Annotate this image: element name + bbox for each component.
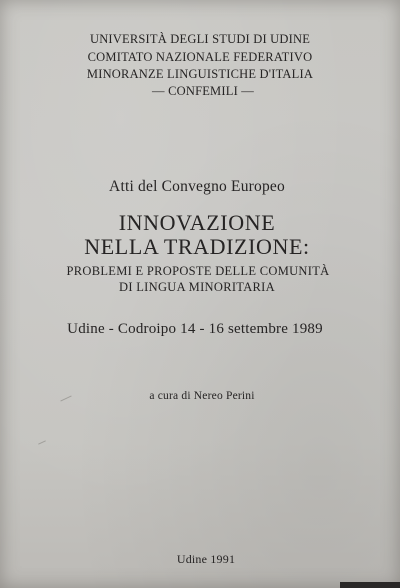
institution-line-3: MINORANZE LINGUISTICHE D'ITALIA — [86, 67, 314, 81]
institution-acronym: — CONFEMILI — — [152, 84, 254, 98]
subtitle-line-1: PROBLEMI E PROPOSTE DELLE COMUNITÀ — [66, 264, 330, 278]
subtitle-line-2: DI LINGUA MINORITARIA — [119, 280, 275, 294]
imprint-place-year: Udine 1991 — [176, 552, 236, 566]
title-line-1: INNOVAZIONE — [118, 210, 276, 235]
conference-dates: Udine - Codroipo 14 - 16 settembre 1989 — [67, 321, 323, 337]
paper-mark — [38, 440, 46, 444]
institution-line-1: UNIVERSITÀ DEGLI STUDI DI UDINE — [89, 32, 311, 46]
editor-credit: a cura di Nereo Perini — [149, 390, 255, 402]
institution-line-2: COMITATO NAZIONALE FEDERATIVO — [87, 50, 313, 64]
pretitle: Atti del Convegno Europeo — [109, 178, 285, 195]
title-line-2: NELLA TRADIZIONE: — [84, 234, 310, 259]
background-corner — [340, 582, 400, 588]
